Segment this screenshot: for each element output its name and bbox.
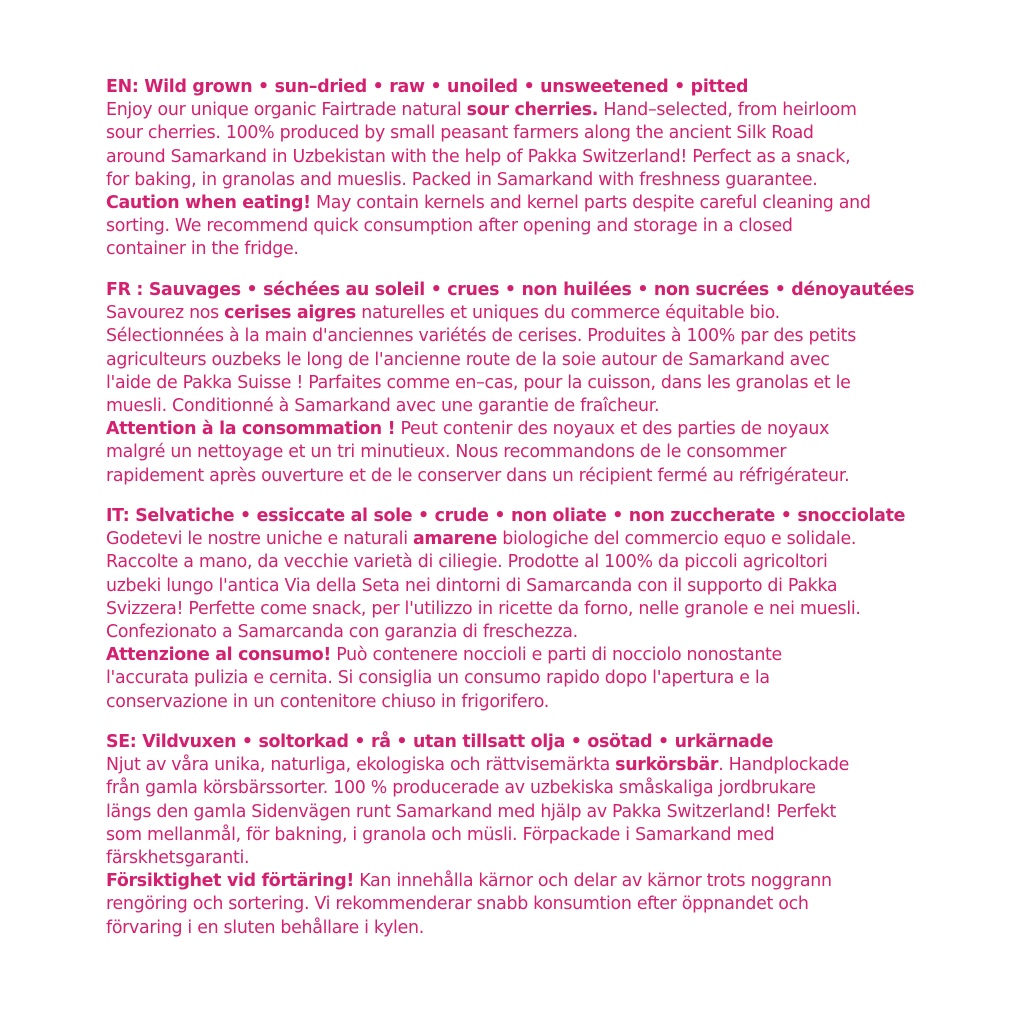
text-line [106, 847, 926, 870]
body-text: . Handplockade [718, 755, 850, 776]
text-line [106, 325, 926, 348]
body-text: Confezionato a Samarcanda con garanzia di freschezza. [106, 621, 578, 642]
bold-text: FR : Sauvages • séchées au soleil • crues • non huilées • non sucrées • dénoyautées [106, 280, 915, 300]
text-line [106, 777, 926, 800]
body-text: Può contenere noccioli e parti di nocciolo nonostante [331, 645, 782, 666]
body-text: Enjoy our unique organic Fairtrade natural [106, 100, 467, 121]
body-text: Kan innehålla kärnor och delar av kärnor trots noggrann [353, 871, 832, 892]
body-text: muesli. Conditionné à Samarkand avec une garantie de fraîcheur. [106, 395, 660, 416]
text-line [106, 551, 926, 574]
text-line [106, 598, 926, 621]
body-text: längs den gamla Sidenvägen runt Samarkand med hjälp av Pakka Switzerland! Perfekt [106, 801, 836, 822]
text-line [106, 441, 926, 464]
body-text: around Samarkand in Uzbekistan with the help of Pakka Switzerland! Perfect as a snack, [106, 146, 851, 167]
text-line [106, 621, 926, 644]
body-text: Svizzera! Perfette come snack, per l'utilizzo in ricette da forno, nelle granole e nei muesli. [106, 598, 861, 619]
text-line [106, 824, 926, 847]
body-text: l'aide de Pakka Suisse ! Parfaites comme en–cas, pour la cuisson, dans les granolas et le [106, 372, 851, 393]
text-line [106, 192, 926, 215]
body-text: rapidement après ouverture et de le conserver dans un récipient fermé au réfrigérateur. [106, 465, 850, 486]
text-line [106, 146, 926, 169]
text-line [106, 418, 926, 441]
body-text: agriculteurs ouzbeks le long de l'ancienne route de la soie autour de Samarkand avec [106, 349, 830, 370]
text-line [106, 302, 926, 325]
body-text: biologiche del commercio equo e solidale. [497, 529, 857, 550]
body-text: Sélectionnées à la main d'anciennes variétés de cerises. Produites à 100% par des petits [106, 326, 856, 347]
bold-text: Försiktighet vid förtäring! [106, 871, 354, 892]
text-line [106, 575, 926, 598]
text-line [106, 465, 926, 488]
text-line [106, 801, 926, 824]
section-heading [106, 76, 926, 99]
body-text: uzbeki lungo l'antica Via della Seta nei dintorni di Samarcanda con il supporto di Pakka [106, 575, 838, 596]
text-line [106, 349, 926, 372]
bold-text: Caution when eating! [106, 192, 311, 213]
bold-text: surkörsbär [615, 755, 719, 776]
body-text: Hand–selected, from heirloom [598, 100, 857, 121]
text-line [106, 215, 926, 238]
bold-text: Attenzione al consumo! [106, 645, 332, 666]
bold-text: IT: Selvatiche • essiccate al sole • crude • non oliate • non zuccherate • snocciolate [106, 506, 906, 526]
body-text: conservazione in un contenitore chiuso in frigorifero. [106, 691, 549, 712]
text-line [106, 754, 926, 777]
bold-text: Attention à la consommation ! [106, 419, 396, 440]
body-text: sorting. We recommend quick consumption after opening and storage in a closed [106, 216, 793, 237]
bold-text: amarene [412, 529, 497, 550]
body-text: naturelles et uniques du commerce équitable bio. [356, 303, 780, 324]
body-text: Savourez nos [106, 303, 225, 324]
body-text: färskhetsgaranti. [106, 847, 250, 868]
section-heading [106, 731, 926, 754]
text-line [106, 395, 926, 418]
body-text: från gamla körsbärssorter. 100 % producerade av uzbekiska småskaliga jordbrukare [106, 778, 816, 799]
text-line [106, 372, 926, 395]
section-se [106, 731, 926, 940]
bold-text: sour cherries. [466, 100, 599, 121]
text-line [106, 691, 926, 714]
text-line [106, 122, 926, 145]
bold-text: SE: Vildvuxen • soltorkad • rå • utan tillsatt olja • osötad • urkärnade [106, 732, 774, 752]
text-line [106, 99, 926, 122]
body-text: förvaring i en sluten behållare i kylen. [106, 917, 424, 938]
text-line [106, 528, 926, 551]
body-text: container in the fridge. [106, 239, 299, 260]
body-text: Peut contenir des noyaux et des parties de noyaux [395, 419, 830, 440]
bold-text: EN: Wild grown • sun–dried • raw • unoiled • unsweetened • pitted [106, 77, 749, 97]
text-line [106, 169, 926, 192]
body-text: l'accurata pulizia e cernita. Si consiglia un consumo rapido dopo l'apertura e la [106, 668, 770, 689]
section-fr [106, 279, 926, 488]
text-line [106, 870, 926, 893]
body-text: sour cherries. 100% produced by small peasant farmers along the ancient Silk Road [106, 123, 814, 144]
body-text: for baking, in granolas and mueslis. Packed in Samarkand with freshness guarantee. [106, 169, 818, 190]
body-text: Njut av våra unika, naturliga, ekologiska och rättvisemärkta [106, 755, 616, 776]
body-text: Godetevi le nostre uniche e naturali [106, 529, 413, 550]
body-text: Raccolte a mano, da vecchie varietà di ciliegie. Prodotte al 100% da piccoli agricoltori [106, 552, 828, 573]
text-line [106, 238, 926, 261]
body-text: malgré un nettoyage et un tri minutieux. Nous recommandons de le consommer [106, 442, 787, 463]
bold-text: cerises aigres [224, 303, 356, 324]
section-heading [106, 505, 926, 528]
section-heading [106, 279, 926, 302]
text-line [106, 667, 926, 690]
text-line [106, 644, 926, 667]
text-line [106, 893, 926, 916]
section-en [106, 76, 926, 262]
text-line [106, 917, 926, 940]
section-it [106, 505, 926, 714]
body-text: rengöring och sortering. Vi rekommenderar snabb konsumtion efter öppnandet och [106, 894, 809, 915]
body-text: May contain kernels and kernel parts despite careful cleaning and [310, 192, 871, 213]
body-text: som mellanmål, för bakning, i granola och müsli. Förpackade i Samarkand med [106, 824, 775, 845]
